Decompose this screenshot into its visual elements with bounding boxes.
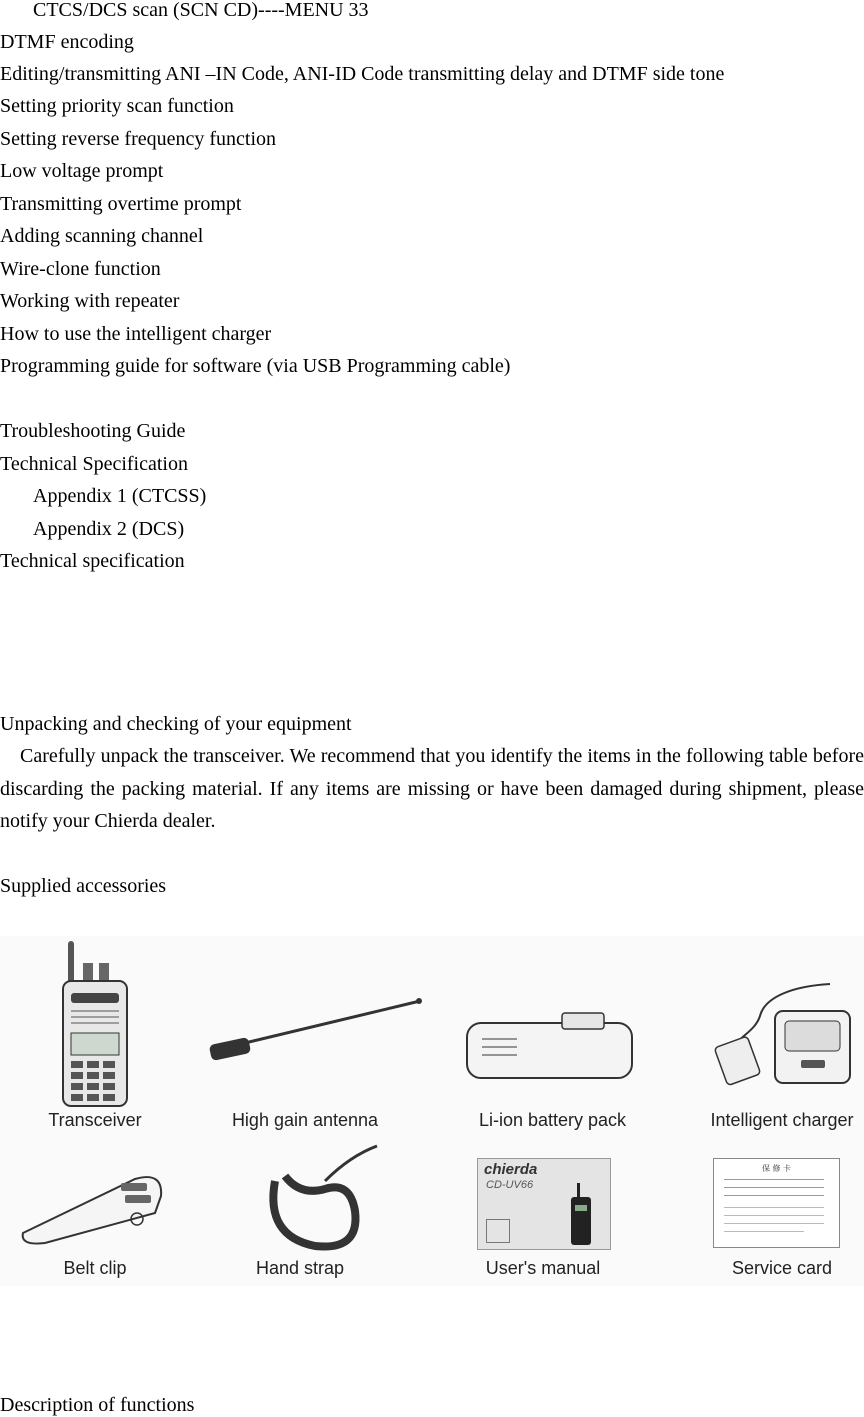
toc-entry: Editing/transmitting ANI –IN Code, ANI-ID Code transmitting delay and DTMF side tone	[0, 63, 725, 85]
toc-entry: Low voltage prompt	[0, 160, 164, 182]
service-card-title: 保 修 卡	[761, 1164, 792, 1173]
toc-entry: DTMF encoding	[0, 31, 134, 53]
transceiver-image	[55, 941, 135, 1111]
manual-brand-logo: chierda	[484, 1161, 538, 1178]
toc-entry-troubleshooting: Troubleshooting Guide	[0, 420, 186, 442]
manual-radio-icon	[566, 1183, 596, 1247]
section-heading-accessories: Supplied accessories	[0, 875, 167, 897]
section-heading-unpacking: Unpacking and checking of your equipment	[0, 713, 352, 735]
toc-entry: How to use the intelligent charger	[0, 323, 272, 345]
section-heading-description: Description of functions	[0, 1394, 195, 1416]
toc-entry: Setting priority scan function	[0, 95, 234, 117]
toc-entry-tech-spec-2: Technical specification	[0, 550, 185, 572]
charger-image	[705, 976, 855, 1091]
toc-entry: Wire-clone function	[0, 258, 161, 280]
toc-entry-menu33: CTCS/DCS scan (SCN CD)----MENU 33	[33, 0, 369, 21]
toc-entry: Programming guide for software (via USB Programming cable)	[0, 355, 511, 377]
toc-entry: Adding scanning channel	[0, 225, 204, 247]
toc-entry-tech-spec: Technical Specification	[0, 453, 188, 475]
caption-charger: Intelligent charger	[710, 1110, 854, 1130]
battery-image	[462, 1011, 637, 1086]
caption-service-card: Service card	[731, 1258, 833, 1278]
toc-entry-appendix1: Appendix 1 (CTCSS)	[33, 485, 207, 507]
toc-entry: Working with repeater	[0, 290, 180, 312]
antenna-image	[205, 991, 425, 1071]
service-card-image	[713, 1158, 840, 1248]
belt-clip-image	[15, 1171, 165, 1246]
caption-hand-strap: Hand strap	[255, 1258, 345, 1278]
toc-entry: Setting reverse frequency function	[0, 128, 277, 150]
caption-users-manual: User's manual	[485, 1258, 601, 1278]
caption-transceiver: Transceiver	[48, 1110, 142, 1130]
accessories-figure	[0, 936, 864, 1286]
toc-entry: Transmitting overtime prompt	[0, 193, 242, 215]
users-manual-image	[477, 1158, 611, 1250]
manual-model: CD-UV66	[486, 1179, 534, 1191]
toc-entry-appendix2: Appendix 2 (DCS)	[33, 518, 185, 540]
caption-battery: Li-ion battery pack	[478, 1110, 627, 1130]
caption-antenna: High gain antenna	[231, 1110, 379, 1130]
unpacking-paragraph: Carefully unpack the transceiver. We recommend that you identify the items in the following table before discarding the packing material. If any items are missing or have been damaged during shipment, please notify your Chierda dealer.	[0, 745, 864, 832]
caption-belt-clip: Belt clip	[63, 1258, 127, 1278]
hand-strap-image	[255, 1141, 385, 1256]
